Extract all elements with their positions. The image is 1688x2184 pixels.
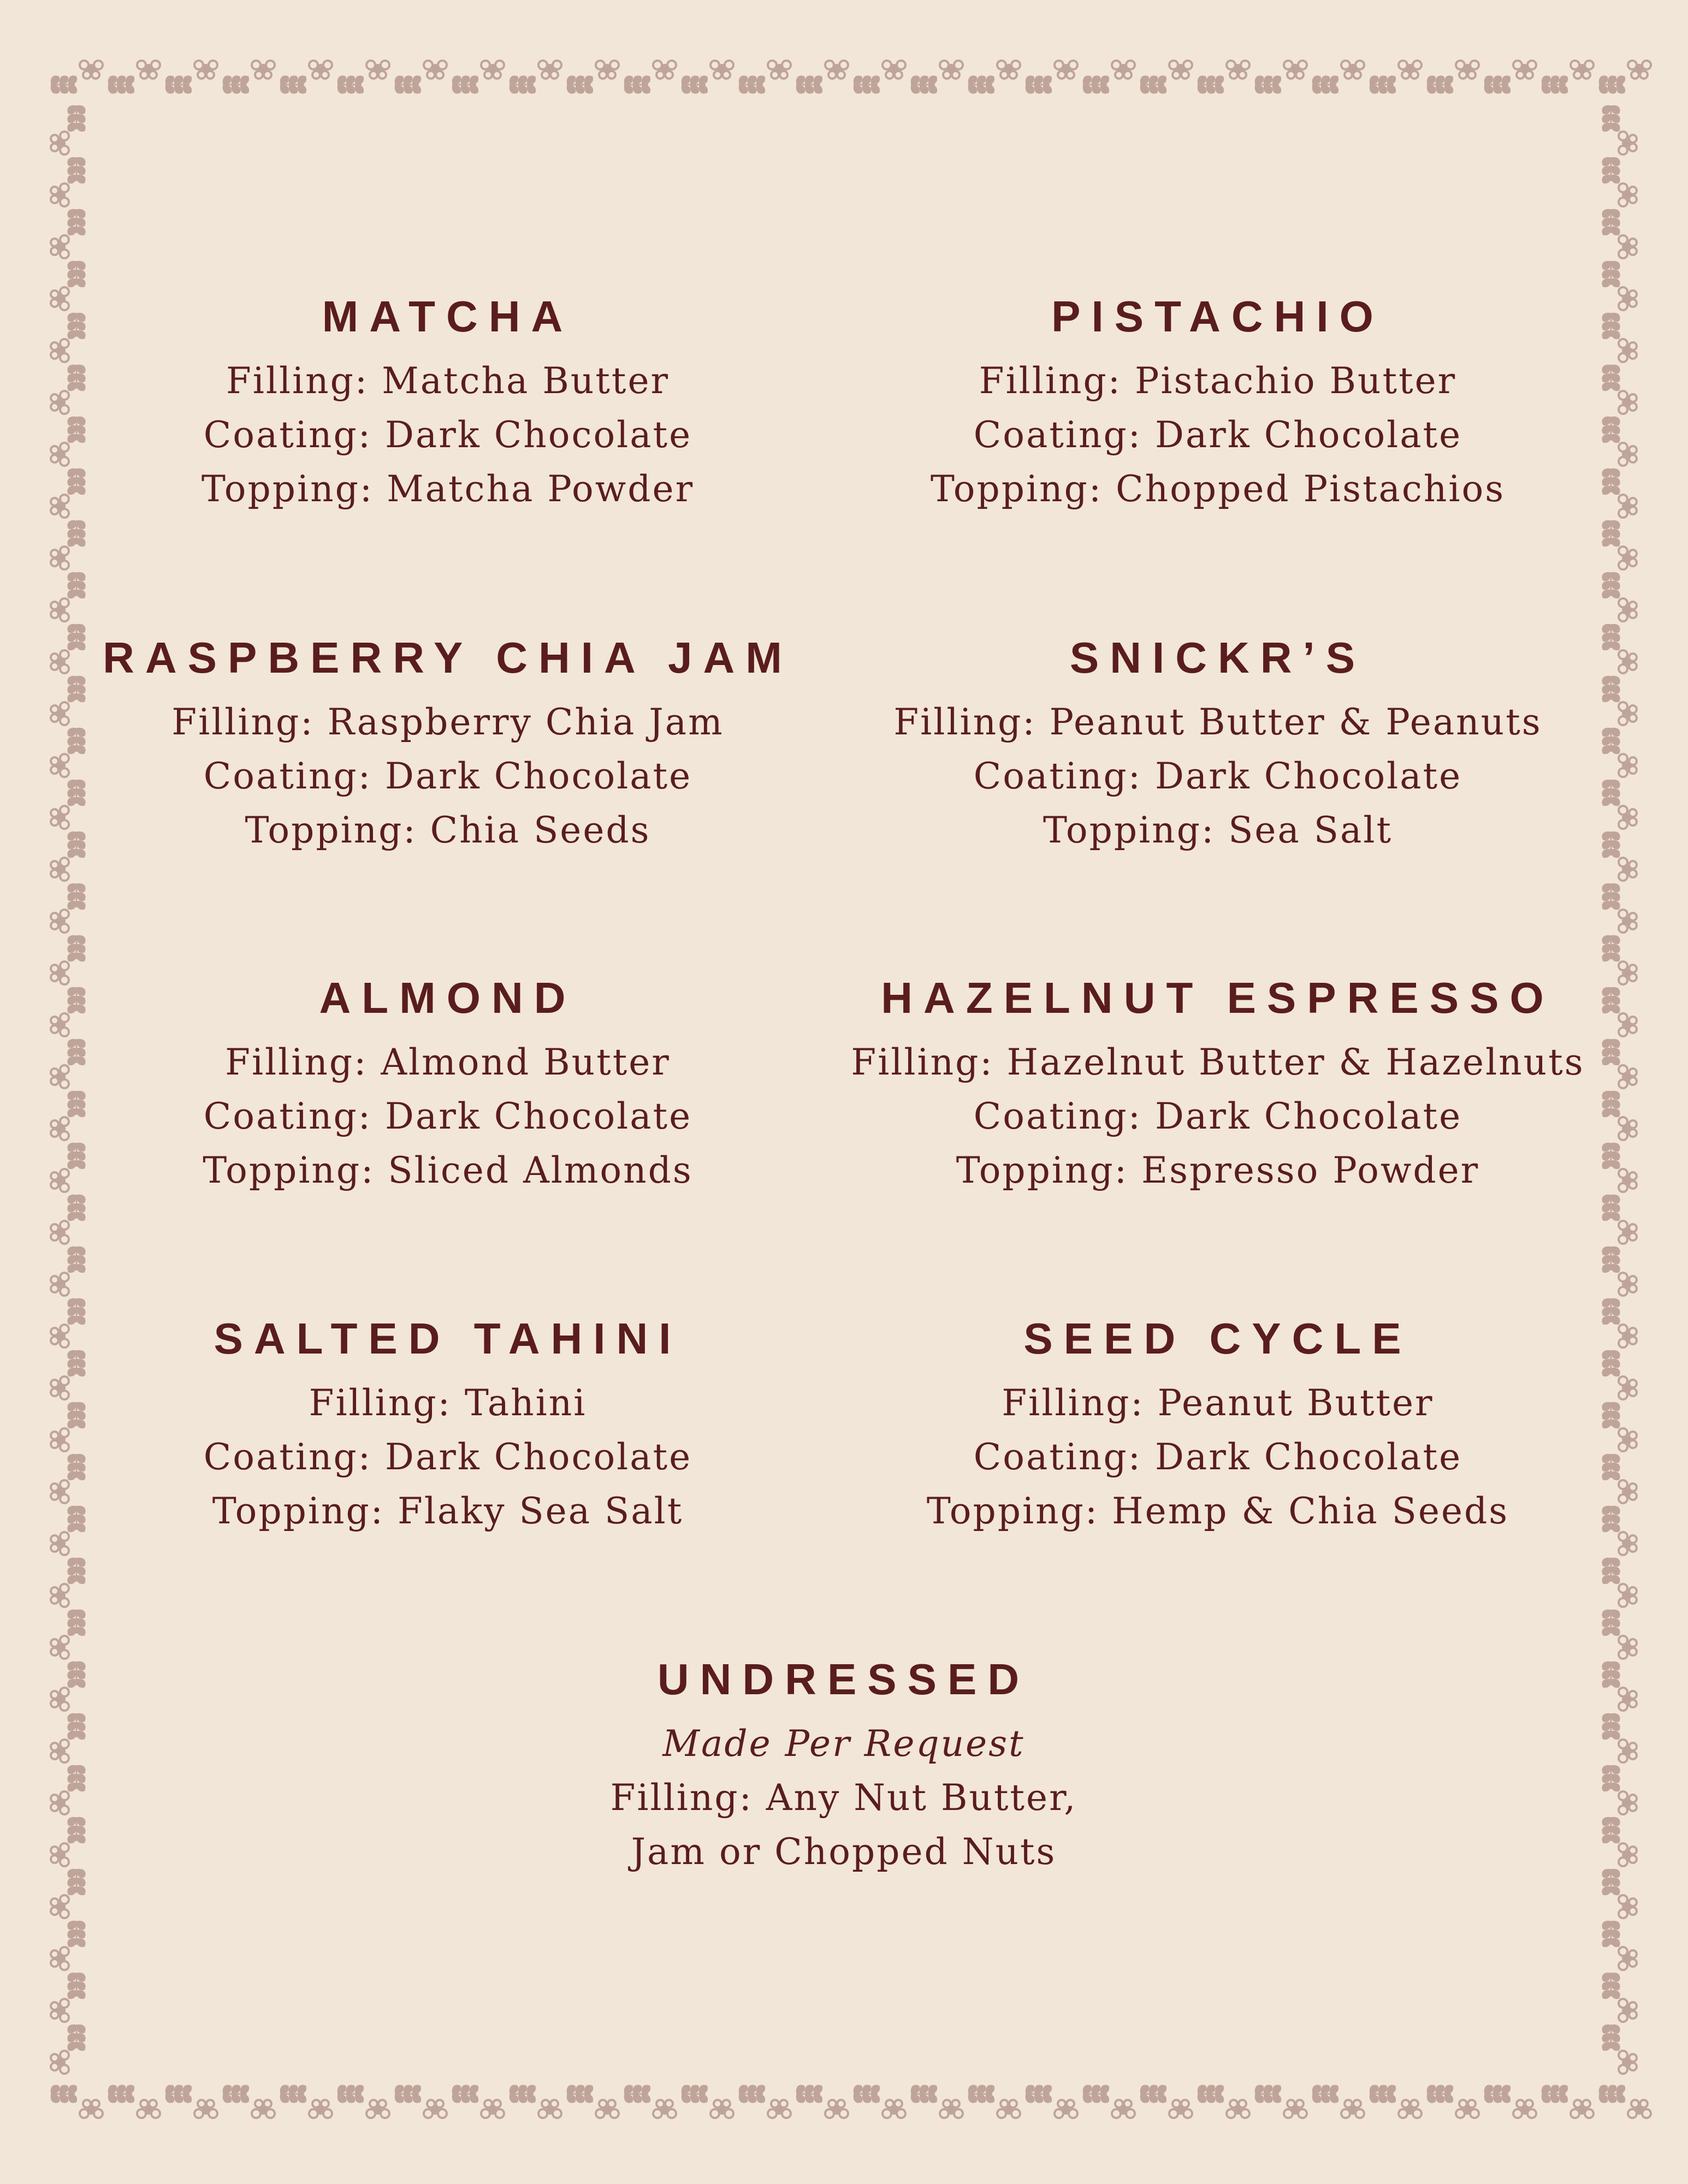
item-topping: Topping: Flaky Sea Salt <box>212 1490 684 1532</box>
item-title: RASPBERRY CHIA JAM <box>103 633 793 682</box>
item-filling: Filling: Peanut Butter <box>1002 1382 1434 1424</box>
item-title: UNDRESSED <box>657 1655 1030 1704</box>
item-filling: Filling: Hazelnut Butter & Hazelnuts <box>851 1041 1585 1083</box>
item-note: Made Per Request <box>662 1723 1025 1765</box>
item-filling: Filling: Raspberry Chia Jam <box>171 701 724 743</box>
item-coating: Coating: Dark Chocolate <box>203 1095 692 1137</box>
item-topping: Topping: Chia Seeds <box>245 809 651 851</box>
item-title: SEED CYCLE <box>1023 1314 1412 1363</box>
menu-item-undressed <box>461 1652 1226 1879</box>
item-filling: Filling: Matcha Butter <box>226 360 670 402</box>
menu-item-almond <box>66 971 830 1197</box>
item-topping: Topping: Espresso Powder <box>956 1149 1480 1191</box>
item-filling-continued: Jam or Chopped Nuts <box>631 1831 1057 1873</box>
item-filling: Filling: Any Nut Butter, <box>610 1777 1077 1819</box>
menu-item-snickrs <box>836 631 1600 857</box>
item-title: ALMOND <box>319 974 577 1022</box>
menu-item-pistachio <box>836 289 1600 516</box>
item-title: HAZELNUT ESPRESSO <box>881 974 1555 1022</box>
item-title: PISTACHIO <box>1051 292 1384 341</box>
item-topping: Topping: Matcha Powder <box>201 468 695 510</box>
item-topping: Topping: Hemp & Chia Seeds <box>926 1490 1509 1532</box>
menu-item-salted-tahini <box>66 1311 830 1538</box>
menu-item-raspberry-chia-jam <box>66 631 830 857</box>
item-title: SNICKR’S <box>1069 633 1366 682</box>
menu-item-hazelnut-espresso <box>836 971 1600 1197</box>
menu-item-seed-cycle <box>836 1311 1600 1538</box>
item-filling: Filling: Almond Butter <box>225 1041 671 1083</box>
menu-item-matcha <box>66 289 830 516</box>
item-coating: Coating: Dark Chocolate <box>973 755 1462 797</box>
item-coating: Coating: Dark Chocolate <box>203 414 692 456</box>
item-topping: Topping: Chopped Pistachios <box>930 468 1506 510</box>
item-coating: Coating: Dark Chocolate <box>973 1436 1462 1478</box>
item-title: SALTED TAHINI <box>214 1314 682 1363</box>
item-filling: Filling: Pistachio Butter <box>979 360 1457 402</box>
item-topping: Topping: Sliced Almonds <box>203 1149 693 1191</box>
item-filling: Filling: Tahini <box>309 1382 587 1424</box>
item-filling: Filling: Peanut Butter & Peanuts <box>893 701 1542 743</box>
item-coating: Coating: Dark Chocolate <box>203 755 692 797</box>
item-coating: Coating: Dark Chocolate <box>973 1095 1462 1137</box>
item-title: MATCHA <box>322 292 574 341</box>
item-coating: Coating: Dark Chocolate <box>203 1436 692 1478</box>
item-topping: Topping: Sea Salt <box>1043 809 1393 851</box>
item-coating: Coating: Dark Chocolate <box>973 414 1462 456</box>
